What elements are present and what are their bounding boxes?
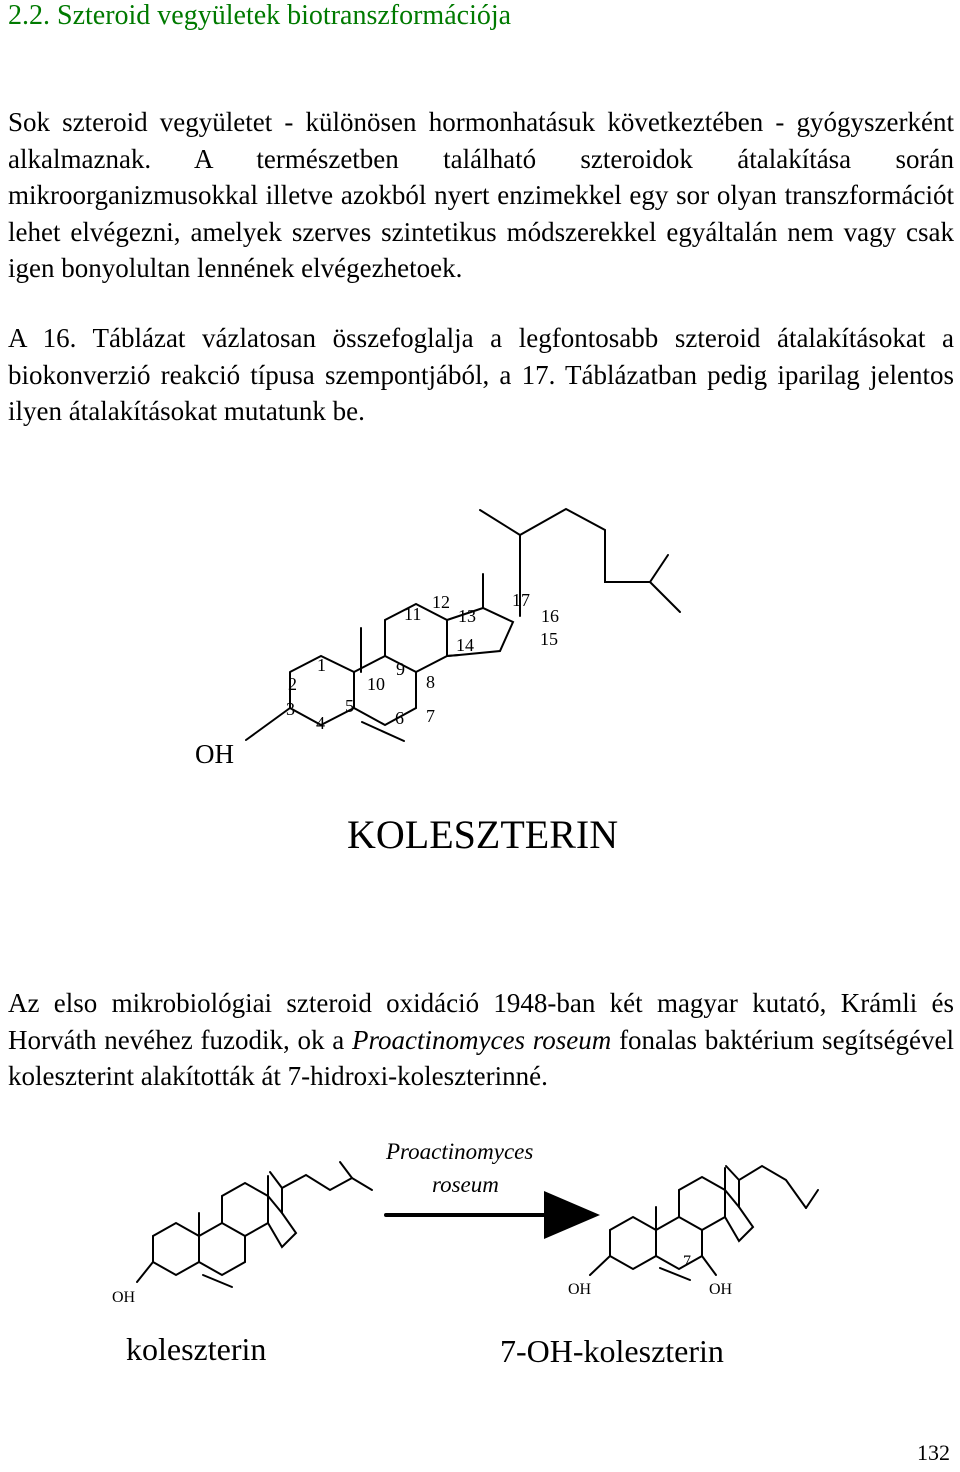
right-oh-label-3: OH (568, 1281, 592, 1298)
atom-number-13: 13 (458, 606, 476, 626)
paragraph-tables: A 16. Táblázat vázlatosan összefoglalja a legfontosabb szteroid átalakításokat a biokonverzió reakció típusa szempontjából, a 17. Táblázatban pedig iparilag jelentos ilyen átalakításokat mutatunk be. (8, 323, 954, 426)
atom-number-7: 7 (426, 706, 435, 726)
atom-number-5: 5 (345, 696, 354, 716)
atom-number-1: 1 (317, 655, 326, 675)
right-oh-label-7: OH (709, 1281, 733, 1298)
atom-number-14: 14 (456, 635, 474, 655)
figure-title: KOLESZTERIN (347, 812, 619, 857)
left-caption: koleszterin (126, 1331, 267, 1367)
atom-number-2: 2 (288, 674, 297, 694)
atom-number-12: 12 (432, 592, 450, 612)
arrow-label-line1: Proactinomyces (386, 1139, 534, 1164)
section-heading: 2.2. Szteroid vegyületek biotranszformációja (8, 0, 512, 31)
right-caption: 7-OH-koleszterin (500, 1333, 724, 1369)
arrow-label-line2: roseum (432, 1172, 499, 1197)
atom-number-17: 17 (512, 590, 530, 610)
paragraph-history-start: Az elso mikrobiológiai szteroid oxidáció 1948-ban két magyar kutató, Krámli és Horváth nevéhez fuzodik, ok a (8, 988, 954, 1055)
position-7-label: 7 (683, 1253, 691, 1270)
paragraph-intro: Sok szteroid vegyületet - különösen hormonhatásuk következtében - gyógyszerként alkalmaznak. A természetben található szteroidok átalakítása során mikroorganizmusokkal illetve azokból nyert enzimekkel egy sor olyan transzformációt lehet elvégezni, amelyek szerves szintetikus módszerekkel egyáltalán nem vagy csak igen bonyolultan lennének elvégezhetoek. (8, 107, 954, 283)
cholesterol-structure-figure (0, 490, 960, 870)
atom-number-15: 15 (540, 629, 558, 649)
atom-number-16: 16 (541, 606, 559, 626)
atom-number-11: 11 (404, 604, 422, 624)
atom-number-9: 9 (396, 659, 405, 679)
atom-number-3: 3 (286, 699, 295, 719)
page-number: 132 (917, 1440, 950, 1465)
atom-number-6: 6 (395, 708, 404, 728)
atom-number-10: 10 (367, 674, 385, 694)
atom-number-8: 8 (426, 672, 435, 692)
paragraph-history-end: fonalas baktérium segítségével koleszterint alakították át 7-hidroxi-koleszterinné. (8, 1024, 955, 1091)
oh-label: OH (195, 739, 234, 769)
reaction-scheme-figure (0, 1130, 960, 1380)
organism-name: Proactinomyces roseum (352, 1024, 612, 1055)
paragraph-history (8, 985, 954, 1095)
atom-number-4: 4 (316, 713, 325, 733)
left-oh-label: OH (112, 1289, 136, 1306)
